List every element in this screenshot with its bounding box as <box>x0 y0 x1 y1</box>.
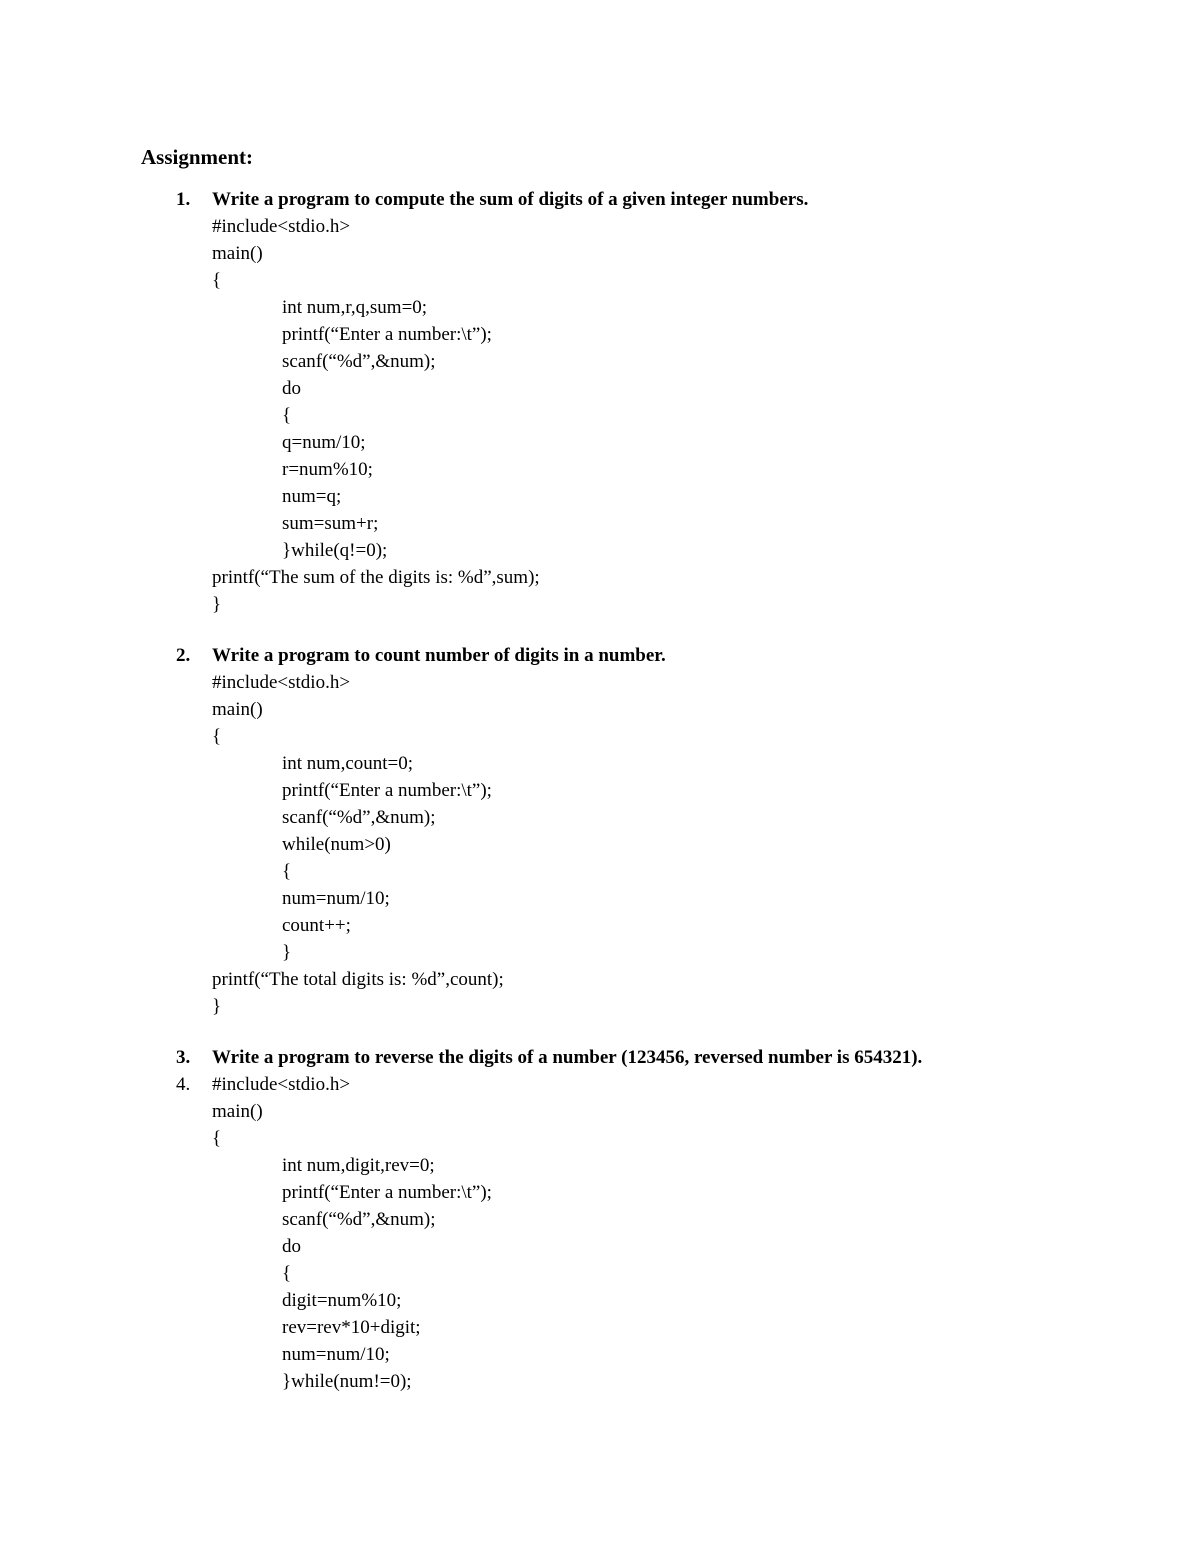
code-line: } <box>212 594 222 615</box>
code-line: scanf(“%d”,&num); <box>282 351 436 372</box>
code-line: } <box>282 942 292 963</box>
question-3-number: 3. <box>176 1047 191 1068</box>
code-line: { <box>282 405 292 426</box>
page-title: Assignment: <box>141 145 254 169</box>
code-line: } <box>212 996 222 1017</box>
code-line: { <box>282 1263 292 1284</box>
code-line: printf(“Enter a number:\t”); <box>282 780 492 801</box>
code-line: main() <box>212 1101 263 1122</box>
code-line: do <box>282 1236 301 1257</box>
code-line: num=num/10; <box>282 888 390 909</box>
code-line: int num,r,q,sum=0; <box>282 297 428 318</box>
code-line: r=num%10; <box>282 459 373 480</box>
code-line: { <box>282 861 292 882</box>
code-line: #include<stdio.h> <box>212 216 351 237</box>
code-line: printf(“The total digits is: %d”,count); <box>212 969 504 990</box>
question-1-number: 1. <box>176 189 191 210</box>
code-line: }while(q!=0); <box>282 540 388 561</box>
code-line: { <box>212 726 222 747</box>
code-line: { <box>212 270 222 291</box>
code-line: main() <box>212 243 263 264</box>
code-line: int num,count=0; <box>282 753 414 774</box>
item-4-number: 4. <box>176 1074 191 1095</box>
code-line: { <box>212 1128 222 1149</box>
question-1-heading: Write a program to compute the sum of digits of a given integer numbers. <box>212 189 809 210</box>
code-line: num=num/10; <box>282 1344 390 1365</box>
code-line: do <box>282 378 301 399</box>
code-line: main() <box>212 699 263 720</box>
code-line: q=num/10; <box>282 432 366 453</box>
question-3-heading: Write a program to reverse the digits of a number (123456, reversed number is 654321). <box>212 1047 923 1068</box>
code-line: rev=rev*10+digit; <box>282 1317 421 1338</box>
code-line: while(num>0) <box>282 834 391 855</box>
code-line: #include<stdio.h> <box>212 1074 351 1095</box>
code-line: num=q; <box>282 486 342 507</box>
code-line: int num,digit,rev=0; <box>282 1155 435 1176</box>
code-line: printf(“The sum of the digits is: %d”,sum); <box>212 567 540 588</box>
code-line: #include<stdio.h> <box>212 672 351 693</box>
code-line: printf(“Enter a number:\t”); <box>282 1182 492 1203</box>
code-line: printf(“Enter a number:\t”); <box>282 324 492 345</box>
code-line: scanf(“%d”,&num); <box>282 807 436 828</box>
code-line: digit=num%10; <box>282 1290 402 1311</box>
code-line: }while(num!=0); <box>282 1371 412 1392</box>
code-line: count++; <box>282 915 351 936</box>
question-2-number: 2. <box>176 645 191 666</box>
question-2-heading: Write a program to count number of digits in a number. <box>212 645 666 666</box>
code-line: sum=sum+r; <box>282 513 379 534</box>
code-line: scanf(“%d”,&num); <box>282 1209 436 1230</box>
